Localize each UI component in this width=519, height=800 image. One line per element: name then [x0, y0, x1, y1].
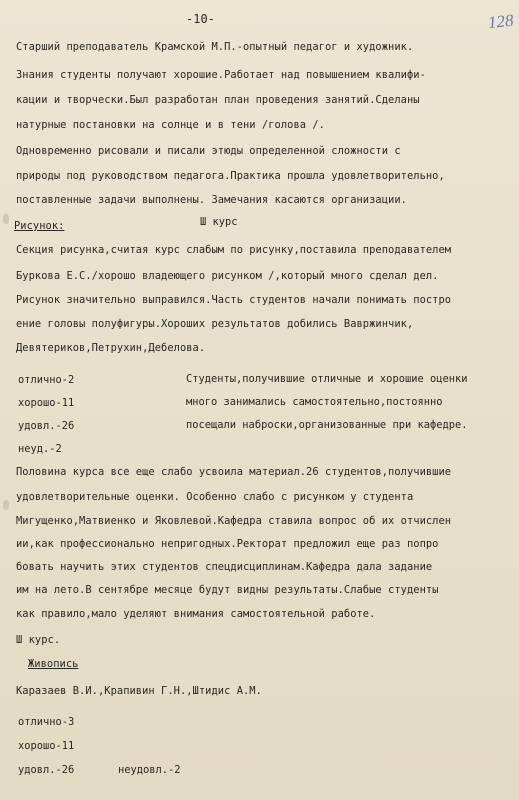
punch-hole — [3, 500, 9, 510]
grade-satisfactory: удовл.-26 — [18, 764, 75, 776]
text-line: кации и творчески.Был разработан план проведения занятий.Сделаны — [16, 94, 420, 106]
grades-note-line: много занимались самостоятельно,постоянно — [186, 396, 443, 408]
grades-note-line: Студенты,получившие отличные и хорошие оценки — [186, 373, 468, 385]
section-heading: Рисунок: — [14, 220, 65, 232]
grade-fail: неуд.-2 — [18, 443, 62, 455]
text-line: удовлетворительные оценки. Особенно слабо с рисунком у студента — [16, 491, 414, 503]
grade-excellent: отлично-3 — [18, 716, 75, 728]
grades-note-line: посещали наброски,организованные при кафедре. — [186, 419, 468, 431]
text-line: Буркова Е.С./хорошо владеющего рисунком /,который много сделал дел. — [16, 270, 439, 282]
text-line: как правило,мало уделяют внимания самостоятельной работе. — [16, 608, 376, 620]
grade-good: хорошо-11 — [18, 397, 75, 409]
text-line: Секция рисунка,считая курс слабым по рисунку,поставила преподавателем — [16, 244, 452, 256]
text-line: Мигущенко,Матвиенко и Яковлевой.Кафедра ставила вопрос об их отчислен — [16, 515, 452, 527]
text-line: Старший преподаватель Крамской М.П.-опытный педагог и художник. — [16, 41, 414, 53]
text-line: бовать научить этих студентов спецдисциплинам.Кафедра дала задание — [16, 561, 433, 573]
text-line: Половина курса все еще слабо усвоила материал.26 студентов,получившие — [16, 466, 452, 478]
teachers-line: Каразаев В.И.,Крапивин Г.Н.,Штидис А.М. — [16, 685, 262, 697]
text-line: природы под руководством педагога.Практика прошла удовлетворительно, — [16, 170, 445, 182]
text-line: ение головы полуфигуры.Хороших результатов добились Вавржинчик, — [16, 318, 414, 330]
text-line: поставленные задачи выполнены. Замечания касаются организации. — [16, 194, 407, 206]
text-line: натурные постановки на солнце и в тени /голова /. — [16, 119, 325, 131]
text-line: ии,как профессионально непригодных.Ректорат предложил еще раз попро — [16, 538, 439, 550]
punch-hole — [3, 214, 9, 224]
page-number: -10- — [186, 12, 215, 26]
grade-satisfactory: удовл.-26 — [18, 420, 75, 432]
grade-fail: неудовл.-2 — [118, 764, 181, 776]
text-line: Рисунок значительно выправился.Часть студентов начали понимать постро — [16, 294, 452, 306]
course-label: Ш курс — [200, 216, 238, 228]
archive-stamp: 128 — [487, 10, 515, 33]
text-line: им на лето.В сентябре месяце будут видны результаты.Слабые студенты — [16, 584, 439, 596]
text-line: Девятериков,Петрухин,Дебелова. — [16, 342, 206, 354]
text-line: Знания студенты получают хорошие.Работает над повышением квалифи- — [16, 69, 426, 81]
section-heading: Живопись — [28, 658, 79, 670]
text-line: Одновременно рисовали и писали этюды определенной сложности с — [16, 145, 401, 157]
grade-excellent: отлично-2 — [18, 374, 75, 386]
grade-good: хорошо-11 — [18, 740, 75, 752]
course-label: Ш курс. — [16, 634, 61, 646]
